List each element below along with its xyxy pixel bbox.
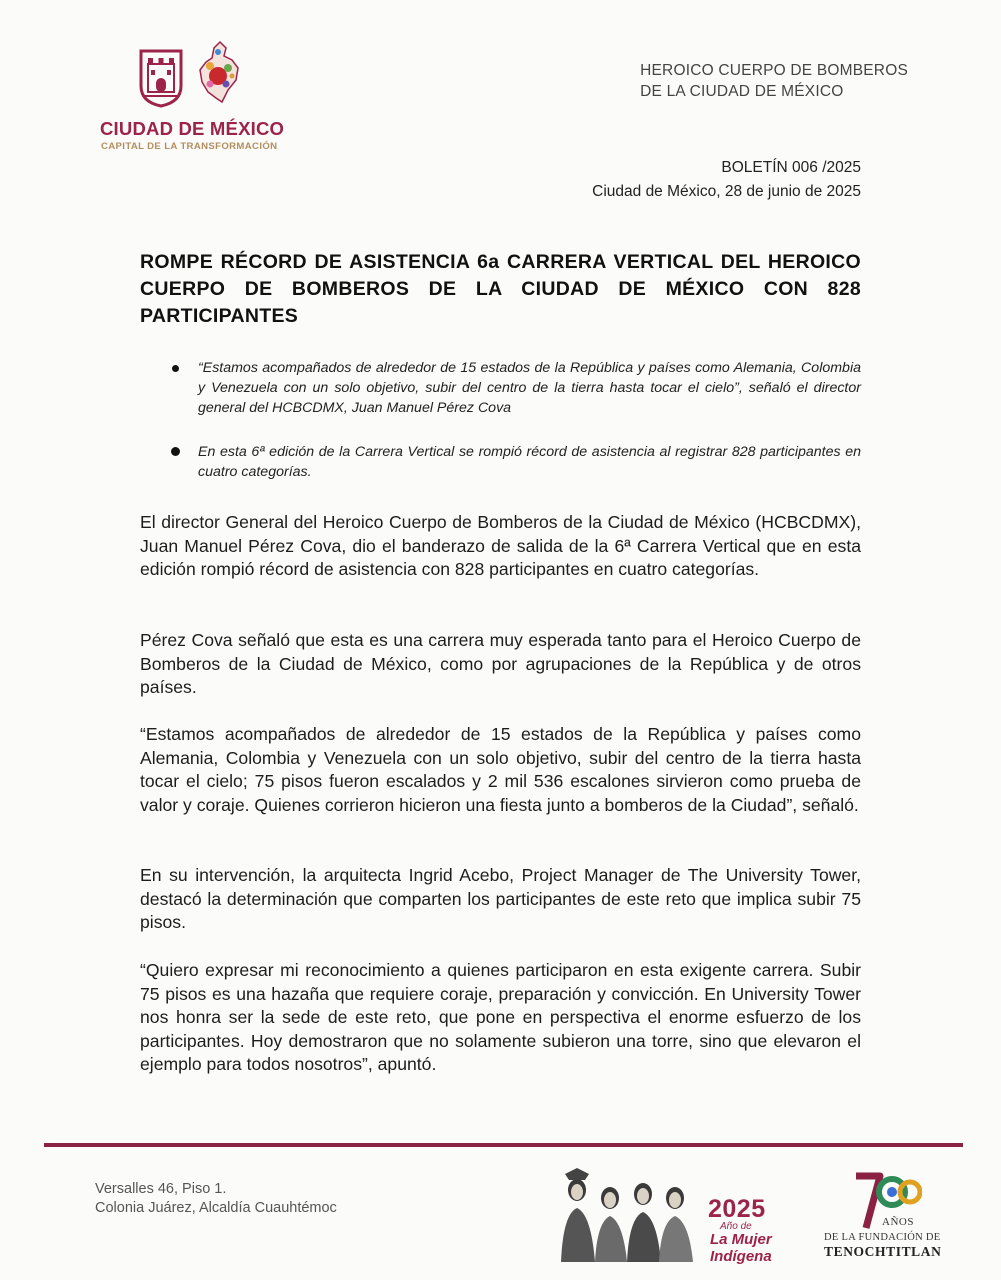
organization-name: [640, 60, 908, 102]
organization-line-1: HEROICO CUERPO DE BOMBEROS: [640, 62, 908, 79]
bulletin-info: [592, 156, 861, 204]
body-paragraph: En su intervención, la arquitecta Ingrid Acebo, Project Manager de The University Tower, destacó la determinación que comparten los participantes de este reto que implica subir 75 pisos.: [140, 865, 861, 932]
badge-year: 2025: [708, 1195, 766, 1223]
bulletin-number: BOLETÍN 006 /2025: [721, 159, 861, 176]
bullet-icon: [171, 447, 180, 456]
government-name: CIUDAD DE MÉXICO: [100, 118, 285, 139]
tenochtitlan-anniversary-logo: [820, 1170, 955, 1265]
badge-line-1: La Mujer: [710, 1231, 772, 1248]
body-paragraph: Pérez Cova señaló que esta es una carrera muy esperada tanto para el Heroico Cuerpo de Bomberos de la Ciudad de México, como por agrupaciones de la República y de otros países.: [140, 630, 861, 697]
cdmx-shield-icon: [138, 48, 184, 108]
body-paragraph: “Quiero expresar mi reconocimiento a quienes participaron en esta exigente carrera. Subir 75 pisos es una hazaña que requiere coraje, preparación y convicción. En University Tower nos honra ser la sede de este reto, que pone en perspectiva el enorme esfuerzo de los participantes. Hoy demostraron que no solamente subieron una torre, sino que elevaron el ejemplo para todos nosotros”, apuntó.: [140, 960, 861, 1074]
address-line-2: Colonia Juárez, Alcaldía Cuauhtémoc: [95, 1200, 337, 1216]
body-paragraph: “Estamos acompañados de alrededor de 15 estados de la República y países como Alemania, Colombia y Venezuela con un solo objetivo, subir del centro de la tierra hasta tocar el cielo; 75 pisos fueron escalados y 2 mil 536 escalones sirvieron como prueba de valor y coraje. Quienes corrieron hicieron una fiesta junto a bomberos de la Ciudad”, señaló.: [140, 724, 861, 815]
anniversary-line-2: TENOCHTITLAN: [824, 1244, 942, 1259]
highlight-item: En esta 6ª edición de la Carrera Vertical se rompió récord de asistencia al registrar 828 participantes en cuatro categorías.: [198, 444, 861, 480]
indigenous-women-illustration: [555, 1168, 705, 1262]
cdmx-logo: [100, 40, 300, 160]
heart-map-icon: [196, 40, 242, 108]
badge-small-text: Año de: [720, 1221, 752, 1232]
footer-divider: [44, 1143, 963, 1147]
bulletin-place-date: Ciudad de México, 28 de junio de 2025: [592, 183, 861, 200]
government-tagline: CAPITAL DE LA TRANSFORMACIÓN: [101, 141, 278, 152]
bullet-icon: [172, 365, 179, 372]
address-line-1: Versalles 46, Piso 1.: [95, 1181, 227, 1197]
organization-line-2: DE LA CIUDAD DE MÉXICO: [640, 83, 844, 100]
headline: ROMPE RÉCORD DE ASISTENCIA 6a CARRERA VERTICAL DEL HEROICO CUERPO DE BOMBEROS DE LA CIUDAD DE MÉXICO CON 828 PARTICIPANTES: [140, 251, 861, 327]
badge-line-2: Indígena: [710, 1248, 772, 1265]
anniversary-word: AÑOS: [882, 1216, 914, 1228]
highlight-item: “Estamos acompañados de alrededor de 15 estados de la República y países como Alemania, Colombia y Venezuela con un solo objetivo, subir del centro de la tierra hasta tocar el cielo”, señaló el director general del HCBCDMX, Juan Manuel Pérez Cova: [198, 360, 861, 416]
anniversary-line-1: DE LA FUNDACIÓN DE: [824, 1232, 941, 1243]
address: [95, 1180, 337, 1218]
body-paragraph: El director General del Heroico Cuerpo de Bomberos de la Ciudad de México (HCBCDMX), Juan Manuel Pérez Cova, dio el banderazo de salida de la 6ª Carrera Vertical que en esta edición rompió récord de asistencia con 828 participantes en cuatro categorías.: [140, 512, 861, 579]
